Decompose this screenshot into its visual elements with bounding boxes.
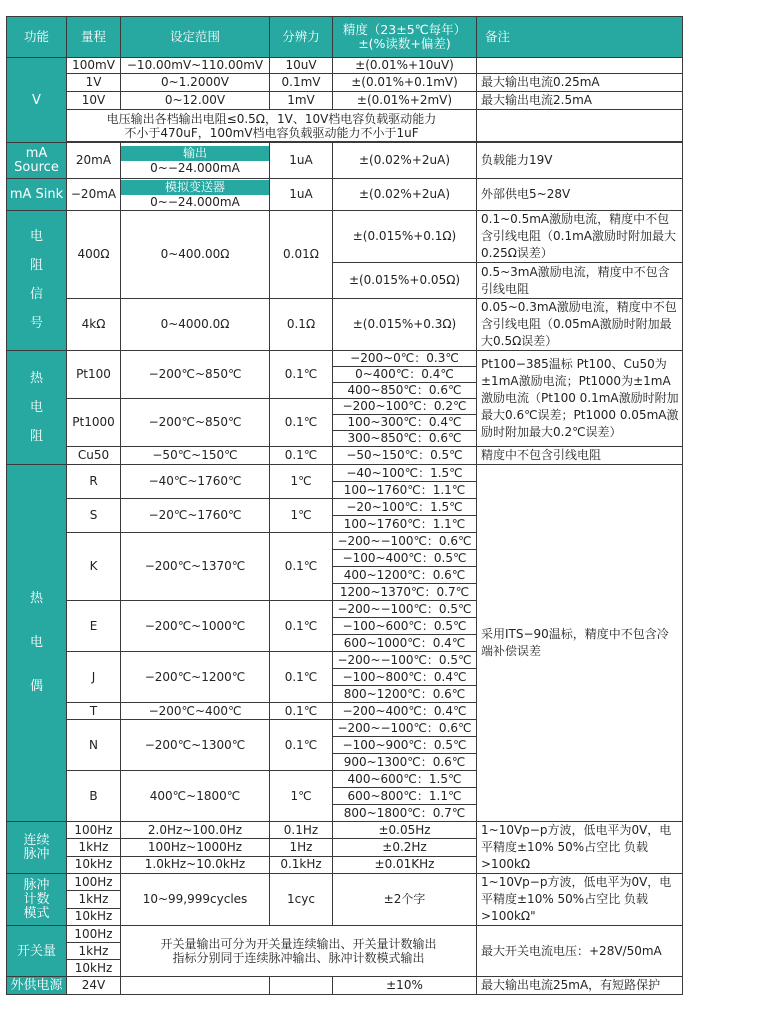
cell-range: Pt1000 [67, 399, 121, 447]
cell-res: 1uA [270, 143, 333, 179]
cell-acc: ±(0.01%+10uV) [333, 58, 477, 74]
cell-res: 0.1℃ [270, 447, 333, 465]
header-accuracy [333, 17, 477, 58]
cell-range: 20mA [67, 143, 121, 179]
table-row [7, 465, 683, 482]
cell-acc: ±(0.02%+2uA) [333, 179, 477, 211]
func-count-line3: 模式 [23, 905, 50, 921]
cell-range: 1V [67, 74, 121, 92]
cell-acc: 100~300℃：0.4℃ [333, 415, 477, 431]
func-switch: 开关量 [7, 926, 67, 977]
table-row [7, 179, 683, 211]
cell-range: 10kHz [67, 960, 121, 977]
table-row [7, 74, 683, 92]
func-tc-c1: 热 [29, 591, 43, 606]
table-row [7, 822, 683, 839]
cell-set: 100Hz~1000Hz [121, 839, 270, 856]
cell-set: −200℃~1370℃ [121, 533, 270, 601]
func-power: 外供电源 [7, 977, 67, 995]
cell-acc: 800~1200℃：0.6℃ [333, 686, 477, 703]
header-acc-line1: 精度（23±5℃每年） [342, 22, 467, 37]
cell-range: S [67, 499, 121, 533]
cell-acc: −40~100℃：1.5℃ [333, 465, 477, 482]
cell-acc: −200~−100℃：0.5℃ [333, 652, 477, 669]
cell-res: 0.1℃ [270, 720, 333, 771]
cell-note: 1~10Vp−p方波，低电平为0V，电平精度±10% 50%占空比 负载>100kΩ [477, 822, 683, 874]
cell-set: −200℃~850℃ [121, 399, 270, 447]
cell-range: 100Hz [67, 874, 121, 891]
cell-set: 0~12.00V [121, 92, 270, 110]
cell-note [477, 110, 683, 142]
table-row [7, 110, 683, 142]
cell-acc: −50~150℃：0.5℃ [333, 447, 477, 465]
func-rtd-c3: 阻 [29, 428, 43, 444]
cell-res: 1℃ [270, 465, 333, 499]
set-label-transmitter: 模拟变送器 [121, 180, 269, 195]
set-label-output: 输出 [121, 146, 269, 161]
cell-set: −200℃~400℃ [121, 703, 270, 720]
cell-set: −10.00mV~110.00mV [121, 58, 270, 74]
cell-range: 10kHz [67, 908, 121, 925]
cell-set: 400℃~1800℃ [121, 771, 270, 822]
cell-acc: ±2个字 [333, 874, 477, 926]
cell-range: 1kHz [67, 891, 121, 908]
cell-note: 0.1~0.5mA激励电流，精度中不包含引线电阻（0.1mA激励时附加最大0.25Ω误差） [477, 211, 683, 263]
cell-acc: −100~400℃：0.5℃ [333, 550, 477, 567]
header-row [7, 17, 683, 58]
cell-note: 0.5~3mA激励电流，精度中不包含引线电阻 [477, 263, 683, 299]
cell-note: 1~10Vp−p方波，低电平为0V，电平精度±10% 50%占空比 负载>100kΩ" [477, 874, 683, 926]
cell-acc: 100~1760℃：1.1℃ [333, 482, 477, 499]
cell-range: −20mA [67, 179, 121, 211]
cell-res: 0.1℃ [270, 399, 333, 447]
cell-range: 1kHz [67, 943, 121, 960]
cell-acc: −200~100℃：0.2℃ [333, 399, 477, 415]
cell-range: 1kHz [67, 839, 121, 856]
cell-range: 10V [67, 92, 121, 110]
cell-set [121, 143, 270, 179]
func-tc-c3: 偶 [29, 679, 43, 694]
cell-res: 1uA [270, 179, 333, 211]
func-res-c2: 阻 [29, 258, 43, 273]
cell-set: −200℃~850℃ [121, 351, 270, 399]
cell-acc: −100~900℃：0.5℃ [333, 737, 477, 754]
header-acc-line2: ±(%读数+偏差) [358, 36, 451, 51]
cell-acc: −100~800℃：0.4℃ [333, 669, 477, 686]
cell-res: 0.1Ω [270, 299, 333, 351]
func-rtd-c1: 热 [29, 370, 43, 386]
cell-acc: 400~600℃：1.5℃ [333, 771, 477, 788]
cell-range: B [67, 771, 121, 822]
cell-set: −40℃~1760℃ [121, 465, 270, 499]
cell-set: 0~4000.0Ω [121, 299, 270, 351]
cell-range: 4kΩ [67, 299, 121, 351]
func-res-c1: 电 [29, 229, 43, 244]
cell-acc: ±(0.015%+0.1Ω) [333, 211, 477, 263]
cell-acc: 0~400℃：0.4℃ [333, 367, 477, 383]
func-res-c4: 号 [29, 316, 43, 331]
cell-range: 100mV [67, 58, 121, 74]
cell-res: 0.1℃ [270, 601, 333, 652]
func-tc-c2: 电 [29, 635, 43, 650]
cell-note: 0.05~0.3mA激励电流，精度中不包含引线电阻（0.05mA激励时附加最大0.5Ω误差） [477, 299, 683, 351]
voltage-note-line2: 不小于470uF，100mV档电容负载驱动能力不小于1uF [124, 125, 419, 140]
cell-acc: ±0.05Hz [333, 822, 477, 839]
cell-acc: −100~600℃：0.5℃ [333, 618, 477, 635]
cell-res: 0.1℃ [270, 703, 333, 720]
cell-res: 1cyc [270, 874, 333, 926]
cell-acc: 400~850℃：0.6℃ [333, 383, 477, 399]
cell-acc: ±(0.02%+2uA) [333, 143, 477, 179]
table-row [7, 58, 683, 74]
table-row [7, 92, 683, 110]
func-ma-source-line2: Source [14, 159, 59, 175]
cell-res: 0.1mV [270, 74, 333, 92]
header-func: 功能 [7, 17, 67, 58]
cell-set: −200℃~1000℃ [121, 601, 270, 652]
cell-note: 最大输出电流25mA，有短路保护 [477, 977, 683, 995]
cell-note: 负载能力19V [477, 143, 683, 179]
table-row [7, 143, 683, 179]
cell-res: 1℃ [270, 499, 333, 533]
cell-acc: ±(0.01%+0.1mV) [333, 74, 477, 92]
cell-acc: −200~−100℃：0.6℃ [333, 720, 477, 737]
cell-res: 0.01Ω [270, 211, 333, 299]
cell-acc: 100~1760℃：1.1℃ [333, 516, 477, 533]
func-ma-source-line1: mA [25, 145, 48, 161]
set-value: 0~−24.000mA [150, 161, 240, 175]
table-row [7, 351, 683, 367]
table-row [7, 926, 683, 943]
cell-range: E [67, 601, 121, 652]
cell-acc: 600~800℃：1.1℃ [333, 788, 477, 805]
cell-range: J [67, 652, 121, 703]
cell-range: K [67, 533, 121, 601]
cell-set: −200℃~1300℃ [121, 720, 270, 771]
cell-res: 0.1Hz [270, 822, 333, 839]
cell-set: 10~99,999cycles [121, 874, 270, 926]
cell-res: 0.1℃ [270, 351, 333, 399]
cell-res [270, 977, 333, 995]
cell-range: Pt100 [67, 351, 121, 399]
cell-range: 100Hz [67, 926, 121, 943]
func-pulse-line2: 脉冲 [23, 846, 50, 862]
cell-set: −50℃~150℃ [121, 447, 270, 465]
cell-acc: ±0.2Hz [333, 839, 477, 856]
switch-text-line1: 开关量输出可分为开关量连续输出、开关量计数输出 [160, 937, 437, 951]
table-row [7, 874, 683, 891]
cell-set: 0~400.00Ω [121, 211, 270, 299]
switch-text-line2: 指标分别同于连续脉冲输出、脉冲计数模式输出 [172, 951, 425, 965]
cell-note: 最大输出电流0.25mA [477, 74, 683, 92]
func-tc [7, 465, 67, 822]
cell-acc: 800~1800℃：0.7℃ [333, 805, 477, 822]
header-note: 备注 [477, 17, 683, 58]
cell-acc: 400~1200℃：0.6℃ [333, 567, 477, 584]
cell-note: 精度中不包含引线电阻 [477, 447, 683, 465]
header-res: 分辨力 [270, 17, 333, 58]
cell-res: 0.1℃ [270, 652, 333, 703]
cell-note: Pt100−385温标 Pt100、Cu50为±1mA激励电流；Pt1000为±1mA激励电流（Pt100 0.1mA激励时附加最大0.6℃误差；Pt1000 0.05mA激励时附加最大0.2℃误差） [477, 351, 683, 447]
cell-acc: 300~850℃：0.6℃ [333, 431, 477, 447]
cell-acc: ±(0.01%+2mV) [333, 92, 477, 110]
header-set: 设定范围 [121, 17, 270, 58]
cell-acc: ±(0.015%+0.05Ω) [333, 263, 477, 299]
cell-range: N [67, 720, 121, 771]
cell-acc: 600~1000℃：0.4℃ [333, 635, 477, 652]
cell-acc: −200~−100℃：0.6℃ [333, 533, 477, 550]
cell-range: 10kHz [67, 856, 121, 873]
cell-note: 外部供电5~28V [477, 179, 683, 211]
cell-acc: 1200~1370℃：0.7℃ [333, 584, 477, 601]
cell-range: T [67, 703, 121, 720]
cell-range: R [67, 465, 121, 499]
cell-range: 100Hz [67, 822, 121, 839]
func-count [7, 874, 67, 926]
func-rtd-c2: 电 [29, 399, 43, 415]
switch-text [121, 926, 477, 977]
cell-res: 10uV [270, 58, 333, 74]
set-value: 0~−24.000mA [150, 195, 240, 209]
func-voltage: V [7, 58, 67, 143]
cell-note: 最大开关电流电压：+28V/50mA [477, 926, 683, 977]
voltage-note-line1: 电压输出各档输出电阻≤0.5Ω，1V、10V档电容负载驱动能力 [106, 111, 437, 126]
func-rtd [7, 351, 67, 465]
cell-set: 2.0Hz~100.0Hz [121, 822, 270, 839]
cell-res: 1mV [270, 92, 333, 110]
cell-set: −200℃~1200℃ [121, 652, 270, 703]
table-row [7, 447, 683, 465]
cell-set: −20℃~1760℃ [121, 499, 270, 533]
header-range: 量程 [67, 17, 121, 58]
cell-note: 最大输出电流2.5mA [477, 92, 683, 110]
func-ma-sink: mA Sink [7, 179, 67, 211]
cell-set [121, 977, 270, 995]
func-count-line1: 脉冲 [23, 877, 50, 893]
cell-acc: −20~100℃：1.5℃ [333, 499, 477, 516]
cell-acc: −200~−100℃：0.5℃ [333, 601, 477, 618]
cell-res: 1Hz [270, 839, 333, 856]
cell-set: 0~1.2000V [121, 74, 270, 92]
cell-acc: ±0.01KHz [333, 856, 477, 873]
cell-range: Cu50 [67, 447, 121, 465]
cell-note [477, 58, 683, 74]
cell-res: 0.1℃ [270, 533, 333, 601]
cell-res: 0.1kHz [270, 856, 333, 873]
cell-acc: 900~1300℃：0.6℃ [333, 754, 477, 771]
cell-acc: ±10% [333, 977, 477, 995]
cell-set: 1.0kHz~10.0kHz [121, 856, 270, 873]
cell-res: 1℃ [270, 771, 333, 822]
func-pulse-line1: 连续 [23, 832, 50, 848]
cell-acc: ±(0.015%+0.3Ω) [333, 299, 477, 351]
cell-acc: −200~400℃：0.4℃ [333, 703, 477, 720]
cell-range: 400Ω [67, 211, 121, 299]
func-resistance [7, 211, 67, 351]
table-row [7, 299, 683, 351]
func-pulse [7, 822, 67, 874]
func-ma-source [7, 143, 67, 179]
cell-acc: −200~0℃：0.3℃ [333, 351, 477, 367]
cell-set [121, 179, 270, 211]
cell-note: 采用ITS−90温标，精度中不包含冷端补偿误差 [477, 465, 683, 822]
table-row [7, 211, 683, 263]
func-count-line2: 计数 [23, 891, 50, 907]
spec-table [6, 16, 683, 995]
cell-range: 24V [67, 977, 121, 995]
voltage-note [67, 110, 477, 142]
func-res-c3: 信 [29, 287, 43, 302]
table-row [7, 977, 683, 995]
